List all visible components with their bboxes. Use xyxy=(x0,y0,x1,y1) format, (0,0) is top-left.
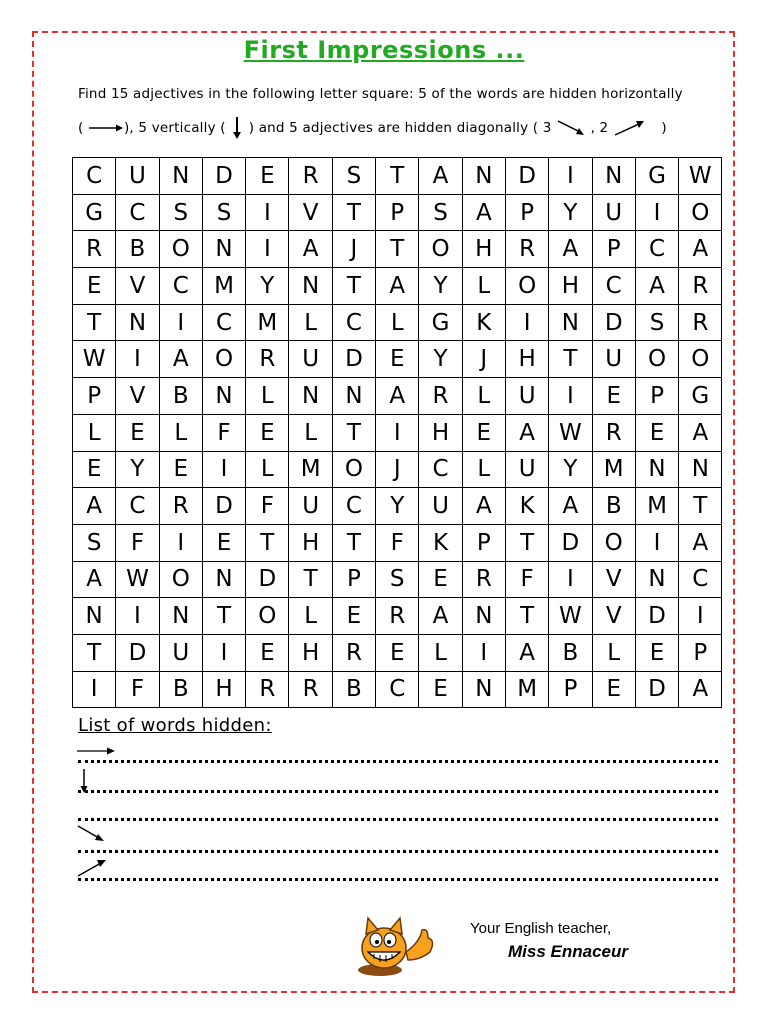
grid-cell[interactable]: Y xyxy=(419,268,462,305)
grid-cell[interactable]: L xyxy=(73,414,116,451)
grid-cell[interactable]: E xyxy=(592,671,635,708)
grid-cell[interactable]: R xyxy=(505,231,548,268)
grid-cell[interactable]: T xyxy=(73,634,116,671)
grid-cell[interactable]: I xyxy=(202,634,245,671)
grid-cell[interactable]: E xyxy=(635,414,678,451)
grid-cell[interactable]: M xyxy=(202,268,245,305)
grid-cell[interactable]: U xyxy=(592,194,635,231)
grid-cell[interactable]: P xyxy=(679,634,722,671)
grid-cell[interactable]: I xyxy=(246,231,289,268)
arrow-right-icon xyxy=(76,745,116,757)
grid-cell[interactable]: W xyxy=(549,598,592,635)
grid-cell[interactable]: M xyxy=(246,304,289,341)
grid-cell[interactable]: D xyxy=(635,671,678,708)
grid-cell[interactable]: A xyxy=(289,231,332,268)
grid-cell[interactable]: O xyxy=(592,524,635,561)
teacher-line: Your English teacher, xyxy=(470,920,612,937)
grid-cell[interactable]: V xyxy=(592,561,635,598)
grid-cell[interactable]: R xyxy=(592,414,635,451)
grid-row xyxy=(73,451,722,488)
grid-cell[interactable]: R xyxy=(289,158,332,195)
grid-cell[interactable]: U xyxy=(505,378,548,415)
grid-cell[interactable]: G xyxy=(73,194,116,231)
grid-cell[interactable]: G xyxy=(679,378,722,415)
grid-row xyxy=(73,524,722,561)
grid-cell[interactable]: R xyxy=(462,561,505,598)
grid-cell[interactable]: D xyxy=(202,158,245,195)
teacher-name: Miss Ennaceur xyxy=(508,942,628,961)
grid-cell[interactable]: N xyxy=(116,304,159,341)
grid-cell[interactable]: C xyxy=(73,158,116,195)
grid-cell[interactable]: J xyxy=(332,231,375,268)
grid-cell[interactable]: L xyxy=(376,304,419,341)
letter-grid xyxy=(72,157,722,708)
grid-cell[interactable]: T xyxy=(332,194,375,231)
words-list-heading: List of words hidden: xyxy=(78,715,272,736)
grid-cell[interactable]: P xyxy=(73,378,116,415)
arrow-diagonal-up-icon xyxy=(613,119,647,137)
grid-cell[interactable]: N xyxy=(202,378,245,415)
grid-cell[interactable]: E xyxy=(462,414,505,451)
grid-cell[interactable]: A xyxy=(73,561,116,598)
grid-cell[interactable]: A xyxy=(679,524,722,561)
grid-cell[interactable]: I xyxy=(635,194,678,231)
answer-line-diagonal-up[interactable] xyxy=(78,878,718,881)
grid-cell[interactable]: T xyxy=(505,598,548,635)
grid-cell[interactable]: R xyxy=(159,488,202,525)
grid-cell[interactable]: O xyxy=(246,598,289,635)
grid-cell[interactable]: F xyxy=(116,524,159,561)
grid-cell[interactable]: N xyxy=(462,158,505,195)
grid-cell[interactable]: P xyxy=(635,378,678,415)
answer-line-spare[interactable] xyxy=(78,818,718,821)
grid-cell[interactable]: G xyxy=(635,158,678,195)
grid-cell[interactable]: O xyxy=(159,231,202,268)
grid-cell[interactable]: I xyxy=(116,341,159,378)
grid-cell[interactable]: R xyxy=(73,231,116,268)
grid-cell[interactable]: E xyxy=(202,524,245,561)
grid-cell[interactable]: W xyxy=(549,414,592,451)
grid-cell[interactable]: O xyxy=(505,268,548,305)
page-title: First Impressions ... xyxy=(243,36,525,64)
arrow-diagonal-up-icon xyxy=(76,856,108,878)
grid-cell[interactable]: A xyxy=(462,194,505,231)
grid-cell[interactable]: T xyxy=(246,524,289,561)
grid-cell[interactable]: N xyxy=(592,158,635,195)
grid-cell[interactable]: L xyxy=(246,378,289,415)
grid-cell[interactable]: H xyxy=(462,231,505,268)
grid-cell[interactable]: V xyxy=(592,598,635,635)
grid-cell[interactable]: T xyxy=(376,158,419,195)
grid-cell[interactable]: P xyxy=(505,194,548,231)
grid-cell[interactable]: I xyxy=(635,524,678,561)
grid-row xyxy=(73,598,722,635)
after-diagonal-down-text: , 2 xyxy=(590,120,609,136)
grid-cell[interactable]: L xyxy=(462,378,505,415)
grid-cell[interactable]: I xyxy=(246,194,289,231)
grid-cell[interactable]: Y xyxy=(246,268,289,305)
grid-cell[interactable]: L xyxy=(159,414,202,451)
grid-cell[interactable]: C xyxy=(679,561,722,598)
grid-cell[interactable]: E xyxy=(246,634,289,671)
arrow-diagonal-down-icon xyxy=(76,824,106,844)
grid-cell[interactable]: B xyxy=(549,634,592,671)
grid-cell[interactable]: W xyxy=(679,158,722,195)
grid-cell[interactable]: N xyxy=(159,158,202,195)
grid-cell[interactable]: I xyxy=(376,414,419,451)
grid-cell[interactable]: N xyxy=(549,304,592,341)
grid-cell[interactable]: E xyxy=(246,158,289,195)
grid-cell[interactable]: D xyxy=(246,561,289,598)
grid-cell[interactable]: S xyxy=(635,304,678,341)
open-paren: ( xyxy=(78,120,84,136)
grid-cell[interactable]: A xyxy=(505,414,548,451)
grid-cell[interactable]: Y xyxy=(376,488,419,525)
grid-cell[interactable]: I xyxy=(549,378,592,415)
grid-cell[interactable]: I xyxy=(679,598,722,635)
grid-cell[interactable]: T xyxy=(332,524,375,561)
grid-cell[interactable]: D xyxy=(202,488,245,525)
grid-cell[interactable]: U xyxy=(419,488,462,525)
grid-cell[interactable]: N xyxy=(289,268,332,305)
grid-cell[interactable]: T xyxy=(289,561,332,598)
grid-cell[interactable]: O xyxy=(679,194,722,231)
grid-cell[interactable]: L xyxy=(419,634,462,671)
grid-cell[interactable]: T xyxy=(332,268,375,305)
grid-cell[interactable]: T xyxy=(332,414,375,451)
grid-row xyxy=(73,414,722,451)
grid-cell[interactable]: E xyxy=(419,671,462,708)
grid-cell[interactable]: L xyxy=(592,634,635,671)
grid-cell[interactable]: N xyxy=(73,598,116,635)
grid-row xyxy=(73,231,722,268)
grid-cell[interactable]: O xyxy=(332,451,375,488)
grid-cell[interactable]: L xyxy=(246,451,289,488)
grid-cell[interactable]: M xyxy=(505,671,548,708)
grid-cell[interactable]: H xyxy=(289,634,332,671)
instructions-line-1: Find 15 adjectives in the following letter square: 5 of the words are hidden horizontally xyxy=(78,86,683,102)
grid-cell[interactable]: A xyxy=(549,231,592,268)
grid-cell[interactable]: T xyxy=(505,524,548,561)
grid-cell[interactable]: G xyxy=(419,304,462,341)
grid-row xyxy=(73,634,722,671)
answer-line-vertical[interactable] xyxy=(78,790,718,793)
grid-cell[interactable]: E xyxy=(635,634,678,671)
grid-cell[interactable]: A xyxy=(73,488,116,525)
grid-cell[interactable]: V xyxy=(116,268,159,305)
grid-cell[interactable]: M xyxy=(592,451,635,488)
grid-cell[interactable]: D xyxy=(549,524,592,561)
cartoon-cat-icon xyxy=(350,912,445,978)
grid-cell[interactable]: Y xyxy=(549,194,592,231)
grid-cell[interactable]: H xyxy=(202,671,245,708)
grid-cell[interactable]: C xyxy=(376,671,419,708)
grid-row xyxy=(73,488,722,525)
grid-row xyxy=(73,378,722,415)
grid-cell[interactable]: H xyxy=(419,414,462,451)
grid-cell[interactable]: K xyxy=(505,488,548,525)
grid-cell[interactable]: N xyxy=(462,671,505,708)
grid-cell[interactable]: D xyxy=(332,341,375,378)
grid-cell[interactable]: S xyxy=(73,524,116,561)
grid-cell[interactable]: I xyxy=(549,561,592,598)
close-paren: ) xyxy=(661,120,667,136)
grid-cell[interactable]: V xyxy=(289,194,332,231)
grid-cell[interactable]: P xyxy=(376,194,419,231)
grid-cell[interactable]: P xyxy=(462,524,505,561)
grid-cell[interactable]: A xyxy=(159,341,202,378)
grid-cell[interactable]: C xyxy=(116,194,159,231)
answer-line-horizontal[interactable] xyxy=(78,760,718,763)
grid-cell[interactable]: B xyxy=(159,378,202,415)
grid-cell[interactable]: U xyxy=(116,158,159,195)
grid-row xyxy=(73,268,722,305)
instructions-line-2 xyxy=(78,116,728,140)
grid-cell[interactable]: S xyxy=(419,194,462,231)
grid-cell[interactable]: C xyxy=(419,451,462,488)
grid-cell[interactable]: N xyxy=(462,598,505,635)
grid-cell[interactable]: O xyxy=(202,341,245,378)
grid-cell[interactable]: A xyxy=(679,671,722,708)
grid-cell[interactable]: I xyxy=(159,524,202,561)
grid-cell[interactable]: S xyxy=(332,158,375,195)
grid-cell[interactable]: C xyxy=(202,304,245,341)
grid-cell[interactable]: E xyxy=(592,378,635,415)
grid-cell[interactable]: E xyxy=(73,268,116,305)
grid-cell[interactable]: M xyxy=(289,451,332,488)
grid-cell[interactable]: R xyxy=(679,304,722,341)
grid-cell[interactable]: C xyxy=(159,268,202,305)
grid-cell[interactable]: R xyxy=(376,598,419,635)
grid-cell[interactable]: E xyxy=(246,414,289,451)
grid-cell[interactable]: L xyxy=(462,268,505,305)
grid-cell[interactable]: A xyxy=(549,488,592,525)
grid-cell[interactable]: W xyxy=(73,341,116,378)
grid-cell[interactable]: B xyxy=(159,671,202,708)
grid-cell[interactable]: Y xyxy=(549,451,592,488)
answer-line-diagonal-down[interactable] xyxy=(78,850,718,853)
grid-cell[interactable]: I xyxy=(462,634,505,671)
grid-cell[interactable]: N xyxy=(289,378,332,415)
grid-cell[interactable]: E xyxy=(376,634,419,671)
grid-cell[interactable]: A xyxy=(679,231,722,268)
grid-cell[interactable]: N xyxy=(202,231,245,268)
grid-cell[interactable]: B xyxy=(116,231,159,268)
grid-cell[interactable]: C xyxy=(635,231,678,268)
grid-cell[interactable]: N xyxy=(159,598,202,635)
grid-row xyxy=(73,158,722,195)
grid-cell[interactable]: E xyxy=(116,414,159,451)
grid-cell[interactable]: S xyxy=(202,194,245,231)
grid-row xyxy=(73,561,722,598)
grid-cell[interactable]: A xyxy=(419,598,462,635)
grid-cell[interactable]: N xyxy=(679,451,722,488)
grid-cell[interactable]: U xyxy=(289,488,332,525)
arrow-right-icon xyxy=(88,122,124,134)
grid-cell[interactable]: R xyxy=(419,378,462,415)
grid-cell[interactable]: M xyxy=(635,488,678,525)
grid-cell[interactable]: T xyxy=(549,341,592,378)
grid-cell[interactable]: D xyxy=(505,158,548,195)
grid-cell[interactable]: U xyxy=(592,341,635,378)
grid-cell[interactable]: N xyxy=(635,561,678,598)
grid-cell[interactable]: B xyxy=(592,488,635,525)
grid-row xyxy=(73,341,722,378)
grid-cell[interactable]: A xyxy=(505,634,548,671)
grid-cell[interactable]: I xyxy=(73,671,116,708)
grid-cell[interactable]: U xyxy=(159,634,202,671)
grid-cell[interactable]: T xyxy=(376,231,419,268)
grid-cell[interactable]: P xyxy=(549,671,592,708)
after-horizontal-text: ), 5 vertically ( xyxy=(123,120,226,136)
grid-cell[interactable]: A xyxy=(462,488,505,525)
grid-row xyxy=(73,304,722,341)
grid-cell[interactable]: C xyxy=(592,268,635,305)
grid-cell[interactable]: W xyxy=(116,561,159,598)
grid-cell[interactable]: O xyxy=(635,341,678,378)
grid-cell[interactable]: Y xyxy=(419,341,462,378)
grid-cell[interactable]: F xyxy=(505,561,548,598)
grid-cell[interactable]: F xyxy=(376,524,419,561)
grid-cell[interactable]: A xyxy=(635,268,678,305)
grid-cell[interactable]: P xyxy=(592,231,635,268)
grid-cell[interactable]: A xyxy=(376,378,419,415)
grid-cell[interactable]: E xyxy=(159,451,202,488)
grid-cell[interactable]: I xyxy=(116,598,159,635)
grid-cell[interactable]: O xyxy=(419,231,462,268)
grid-cell[interactable]: I xyxy=(202,451,245,488)
grid-cell[interactable]: P xyxy=(332,561,375,598)
after-vertical-text: ) and 5 adjectives are hidden diagonally ( 3 xyxy=(248,120,552,136)
arrow-down-icon xyxy=(230,116,244,140)
grid-cell[interactable]: R xyxy=(246,341,289,378)
grid-cell[interactable]: D xyxy=(116,634,159,671)
grid-cell[interactable]: L xyxy=(462,451,505,488)
grid-cell[interactable]: U xyxy=(289,341,332,378)
grid-cell[interactable]: D xyxy=(592,304,635,341)
grid-cell[interactable]: B xyxy=(332,671,375,708)
grid-cell[interactable]: S xyxy=(159,194,202,231)
grid-cell[interactable]: J xyxy=(376,451,419,488)
grid-cell[interactable]: E xyxy=(376,341,419,378)
grid-cell[interactable]: R xyxy=(246,671,289,708)
grid-cell[interactable]: T xyxy=(202,598,245,635)
grid-cell[interactable]: H xyxy=(289,524,332,561)
grid-cell[interactable]: L xyxy=(289,304,332,341)
grid-cell[interactable]: O xyxy=(679,341,722,378)
grid-cell[interactable]: E xyxy=(73,451,116,488)
grid-cell[interactable]: E xyxy=(332,598,375,635)
grid-cell[interactable]: H xyxy=(549,268,592,305)
grid-cell[interactable]: C xyxy=(332,304,375,341)
grid-cell[interactable]: N xyxy=(202,561,245,598)
grid-cell[interactable]: Y xyxy=(116,451,159,488)
grid-cell[interactable]: O xyxy=(159,561,202,598)
grid-cell[interactable]: R xyxy=(679,268,722,305)
grid-cell[interactable]: I xyxy=(159,304,202,341)
grid-cell[interactable]: R xyxy=(289,671,332,708)
grid-cell[interactable]: E xyxy=(419,561,462,598)
grid-cell[interactable]: F xyxy=(246,488,289,525)
grid-row xyxy=(73,194,722,231)
grid-cell[interactable]: D xyxy=(635,598,678,635)
grid-cell[interactable]: N xyxy=(635,451,678,488)
grid-cell[interactable]: T xyxy=(73,304,116,341)
grid-cell[interactable]: C xyxy=(332,488,375,525)
grid-cell[interactable]: K xyxy=(419,524,462,561)
grid-cell[interactable]: C xyxy=(116,488,159,525)
grid-cell[interactable]: T xyxy=(679,488,722,525)
grid-cell[interactable]: N xyxy=(332,378,375,415)
grid-cell[interactable]: F xyxy=(202,414,245,451)
grid-cell[interactable]: I xyxy=(549,158,592,195)
grid-cell[interactable]: H xyxy=(505,341,548,378)
grid-cell[interactable]: A xyxy=(376,268,419,305)
grid-cell[interactable]: R xyxy=(332,634,375,671)
grid-cell[interactable]: U xyxy=(505,451,548,488)
grid-cell[interactable]: S xyxy=(376,561,419,598)
grid-cell[interactable]: L xyxy=(289,414,332,451)
grid-cell[interactable]: K xyxy=(462,304,505,341)
grid-cell[interactable]: L xyxy=(289,598,332,635)
grid-cell[interactable]: J xyxy=(462,341,505,378)
grid-cell[interactable]: A xyxy=(679,414,722,451)
grid-cell[interactable]: I xyxy=(505,304,548,341)
grid-cell[interactable]: V xyxy=(116,378,159,415)
arrow-diagonal-down-icon xyxy=(556,119,586,137)
grid-cell[interactable]: F xyxy=(116,671,159,708)
grid-cell[interactable]: A xyxy=(419,158,462,195)
grid-row xyxy=(73,671,722,708)
